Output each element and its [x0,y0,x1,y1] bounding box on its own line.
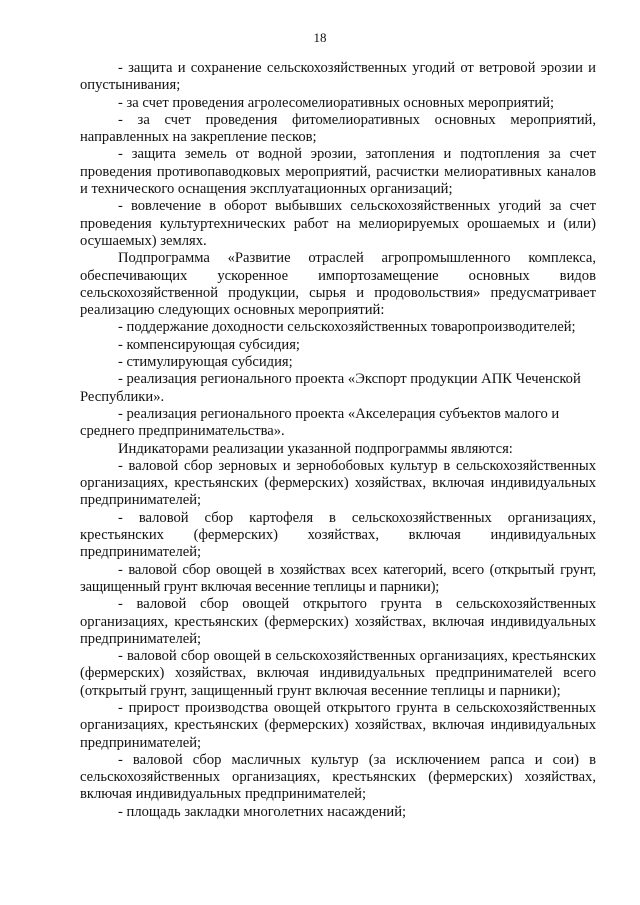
indicator-oilseed-harvest: - валовой сбор масличных культур (за исключением рапса и сои) в сельскохозяйственных организациях, крестьянских (фермерских) хозяйствах, включая индивидуальных предпринимателей; [80,751,596,803]
indicators-heading: Индикаторами реализации указанной подпрограммы являются: [118,440,513,457]
indicator-open-ground-vegetables: - валовой сбор овощей открытого грунта в сельскохозяйственных организациях, крестьянских (фермерских) хозяйствах, включая индивидуальных предпринимателей; [80,596,596,647]
subprogram-paragraph: Подпрограмма «Развитие отраслей агропромышленного комплекса, обеспечивающих ускоренное импортозамещение основных видов сельскохозяйственной продукции, сырья и продовольствия» предусматривает реализацию следующих основных мероприятий: [80,250,596,319]
indicator-potato-harvest: - валовой сбор картофеля в сельскохозяйственных организациях, крестьянских (фермерских) хозяйствах, включая индивидуальных предпринимателей; [80,509,596,561]
indicator-grain-harvest: - валовой сбор зерновых и зернобобовых культур в сельскохозяйственных организациях, крестьянских (фермерских) хозяйствах, включая индивидуальных предпринимателей; [80,457,596,509]
list-item-compensating-subsidy: - компенсирующая субсидия; [118,336,300,353]
list-item-acceleration-project: - реализация регионального проекта «Акселерация субъектов малого и среднего предпринимательства». [80,405,560,440]
indicator-vegetables-agricultural-orgs: - валовой сбор овощей в сельскохозяйственных организациях, крестьянских (фермерских) хозяйствах, включая индивидуальных предпринимателей всего (открытый грунт, защищенный грунт включая весенние теплицы и парники); [80,648,596,699]
list-item-profitability-support: - поддержание доходности сельскохозяйственных товаропроизводителей; [118,319,576,336]
list-item-phytomeliorative-measures: - за счет проведения фитомелиоративных основных мероприятий, направленных на закрепление песков; [80,111,596,146]
list-item-wind-erosion-protection: - защита и сохранение сельскохозяйственных угодий от ветровой эрозии и опустынивания; [80,60,596,94]
list-item-agroforestry-measures: - за счет проведения агролесомелиоративных основных мероприятий; [118,94,555,111]
document-body [80,60,596,821]
indicator-vegetables-all-categories: - валовой сбор овощей в хозяйствах всех категорий, всего (открытый грунт, защищенный грунт включая весенние теплицы и парники); [80,561,596,595]
list-item-land-reclamation: - вовлечение в оборот выбывших сельскохозяйственных угодий за счет проведения культуртехнических работ на мелиорируемых орошаемых и (или) осушаемых) землях. [80,198,596,249]
indicator-perennial-plantings: - площадь закладки многолетних насаждений; [118,803,407,820]
list-item-stimulating-subsidy: - стимулирующая субсидия; [118,354,293,371]
page-number: 18 [313,30,327,45]
indicator-vegetable-production-growth: - прирост производства овощей открытого грунта в сельскохозяйственных организациях, крестьянских (фермерских) хозяйствах, включая индивидуальных предпринимателей; [80,699,596,751]
list-item-export-project: - реализация регионального проекта «Экспорт продукции АПК Чеченской Республики». [80,371,581,405]
list-item-water-erosion-protection: - защита земель от водной эрозии, затопления и подтопления за счет проведения противопаводковых мероприятий, расчистки мелиоративных каналов и технического оснащения эксплуатационных организаций; [80,146,596,198]
